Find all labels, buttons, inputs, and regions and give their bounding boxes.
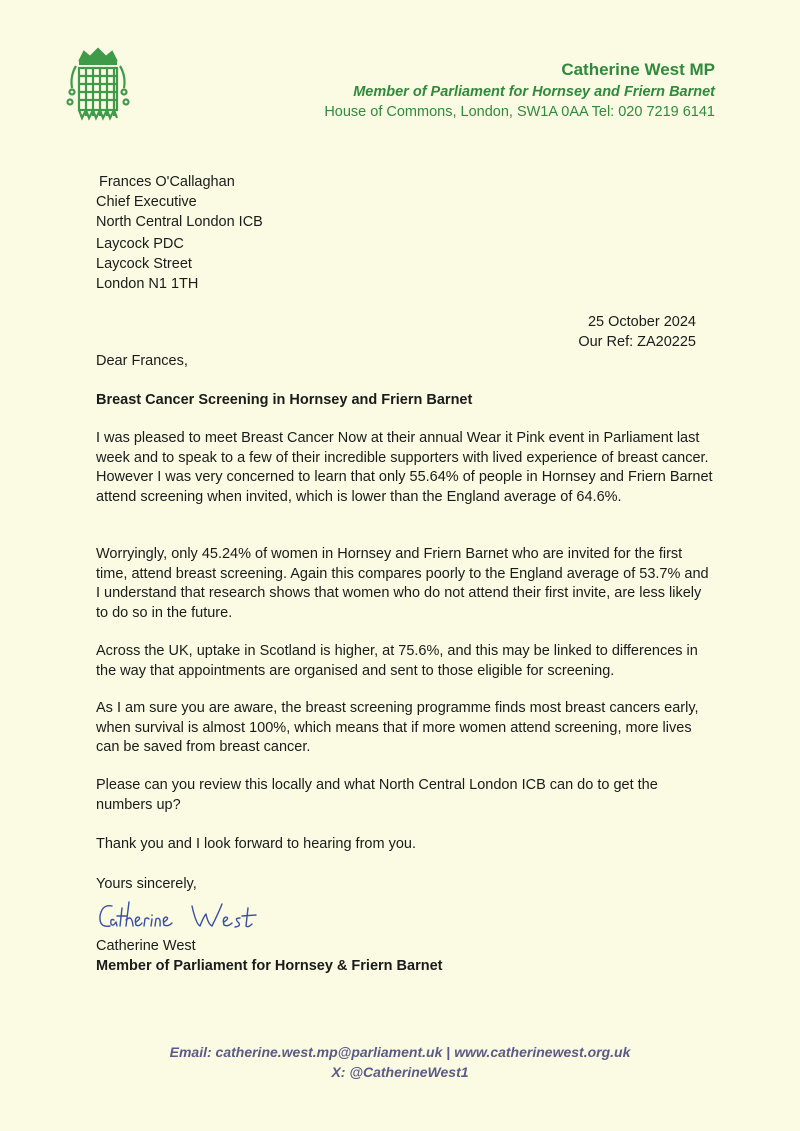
recipient-address [96,234,198,294]
body-paragraph: Worryingly, only 45.24% of women in Hornsey and Friern Barnet who are invited for the first time, attend breast screening. Again this compares poorly to the England average of 53.7% and I understand that research shows that women who do not attend their first invite, are less likely to do so in the future. [96,546,709,621]
footer-email[interactable]: Email: catherine.west.mp@parliament.uk [169,1044,443,1060]
body-paragraph: I was pleased to meet Breast Cancer Now at their annual Wear it Pink event in Parliament last week and to speak to a few of their incredible supporters with lived experience of breast cancer. However I was very concerned to learn that only 55.64% of people in Hornsey and Friern Barnet attend screening when invited, which is lower than the England average of 64.6%. [96,430,713,505]
letter-subject: Breast Cancer Screening in Hornsey and Friern Barnet [96,392,473,408]
recipient-position: Chief Executive [96,194,197,210]
recipient-organisation: North Central London ICB [96,214,263,230]
address-line: Laycock PDC [96,236,184,252]
mp-name: Catherine West MP [561,60,715,79]
letter-reference: Our Ref: ZA20225 [578,334,696,350]
signer-block [96,936,442,976]
recipient-name: Frances O'Callaghan [99,174,235,190]
body-paragraph: Across the UK, uptake in Scotland is higher, at 75.6%, and this may be linked to differences in the way that appointments are organised and sent to those eligible for screening. [96,643,698,679]
mp-address: House of Commons, London, SW1A 0AA Tel: 020 7219 6141 [324,104,715,120]
body-paragraph: Thank you and I look forward to hearing from you. [96,836,416,852]
address-line: Laycock Street [96,256,192,272]
mp-role: Member of Parliament for Hornsey and Friern Barnet [353,84,715,100]
signer-title: Member of Parliament for Hornsey & Friern Barnet [96,958,443,974]
handwritten-signature [96,896,286,934]
signer-name: Catherine West [96,938,196,954]
letter-footer [0,1042,800,1082]
salutation: Dear Frances, [96,353,188,369]
footer-separator: | [446,1044,451,1060]
footer-x-handle[interactable]: X: @CatherineWest1 [331,1064,469,1080]
letterhead [324,60,715,120]
date-reference [578,312,696,352]
footer-website[interactable]: www.catherinewest.org.uk [454,1044,631,1060]
body-paragraph: Please can you review this locally and what North Central London ICB can do to get the numbers up? [96,777,658,813]
sign-off: Yours sincerely, [96,876,197,892]
letter-date: 25 October 2024 [587,314,696,330]
portcullis-crest-icon [66,46,130,126]
body-paragraph: As I am sure you are aware, the breast screening programme finds most breast cancers early, when survival is almost 100%, which means that if more women attend screening, more lives can be saved from breast cancer. [96,700,699,756]
address-line: London N1 1TH [96,276,199,292]
recipient-block [96,172,263,232]
